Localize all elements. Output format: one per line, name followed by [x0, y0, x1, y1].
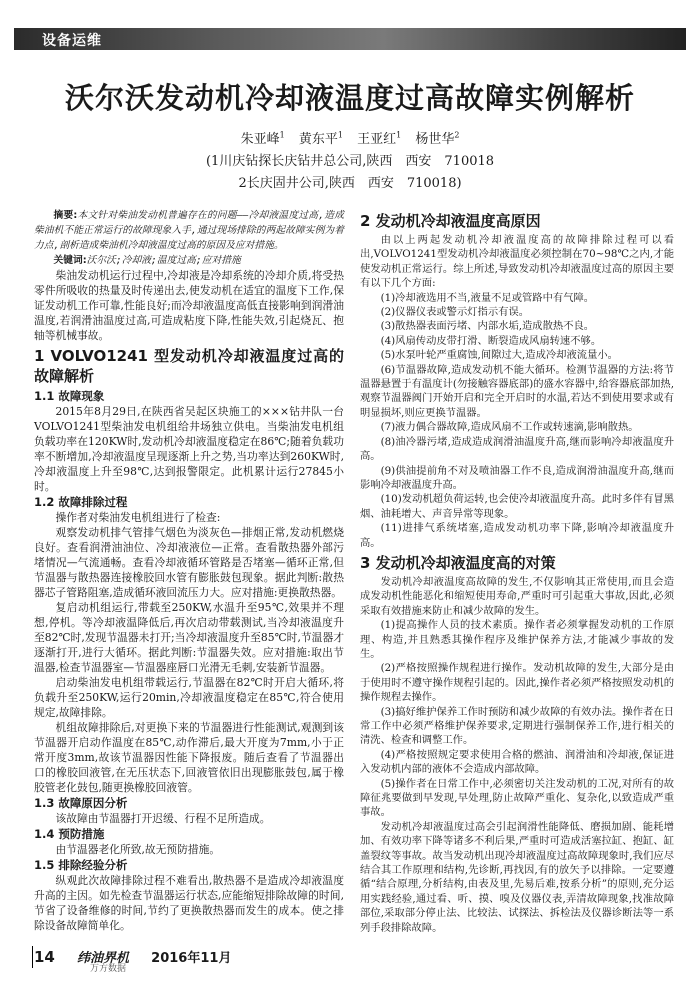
- keywords: 关键词:沃尔沃;冷却液;温度过高;应对措施: [53, 255, 241, 266]
- list-item: (3)搞好维护保养工作时预防和减少故障的有效办法。操作者在日常工作中必须严格维护保养要求,定期进行强制保养工作,进行相关的清洗、检查和调整工作。: [360, 705, 674, 747]
- journal-name: 纬油界机: [77, 951, 130, 966]
- list-item: (3)散热器表面污堵、内部水垢,造成散热不良。: [380, 320, 595, 333]
- paragraph: 发动机冷却液温度过高会引起润滑性能降低、磨损加剧、能耗增加、有效功率下降等诸多不利后果,严重时可造成活塞拉缸、抱缸、缸盖裂纹等事故。故当发动机出现冷却液温度过高故障现象时,我们应尽结合其工作原理和结构,先诊断,再找因,有的放矢予以排除。一定要遵循“结合原理,分析结构,由表及里,先易后难,按系分析”的原则,充分运用实践经验,通过看、听、摸、嗅及仪器仪表,弄清故障现象,找准故障部位,采取部分停止法、比较法、试探法、拆检法及仪器诊断法等一系列手段排除故障。: [360, 820, 674, 934]
- list-item: (7)液力偶合器故障,造成风扇不工作或转速滴,影响散热。: [380, 421, 639, 434]
- right-column: [360, 208, 674, 935]
- paragraph: 启动柴油发电机组带载运行,节温器在82℃时开启大循环,将负载升至250KW,运行20min,冷却液温度稳定在85℃,符合使用规定,故障排除。: [34, 676, 344, 719]
- paragraph: 观察发动机排气管排气烟色为淡灰色—排烟正常,发动机燃烧良好。查看润滑油油位、冷却液液位—正常。查看散热器外部污堵情况—气流通畅。查看冷却液循环管路是否堵塞—循环正常,但节温器与散热器连接橡胶回水管有膨胀鼓包现象。据此判断:散热器芯子管路阻塞,造成循环液回流压力大。应对措施:更换散热器。: [34, 526, 344, 599]
- list-item: (1)提高操作人员的技术素质。操作者必须掌握发动机的工作原理、构造,并且熟悉其操作程序及维护保养方法,才能减少事故的发生。: [360, 619, 674, 660]
- list-item: (4)风扇传动皮带打滑、断裂造成风扇转速不够。: [380, 334, 602, 347]
- article-title: 沃尔沃发动机冷却液温度过高故障实例解析: [64, 81, 635, 115]
- issue-date: 2016年11月: [151, 951, 232, 966]
- paragraph: 复启动机组运行,带载至250KW,水温升至95℃,效果并不理想,停机。等冷却液温降低后,再次启动带载测试,当冷却液温度升至82℃时,发现节温器未打开;当冷却液温度升至85℃时,节温器才逐渐打开,进行大循环。据此判断:节温器失效。应对措施:取出节温器,检查节温器室—节温器座唇口光滑无毛刺,安装新节温器。: [34, 601, 344, 674]
- list-item: (2)仪器仪表或警示灯指示有误。: [380, 306, 530, 319]
- list-item: (1)冷却液选用不当,液量不足或管路中有气障。: [380, 291, 595, 304]
- paragraph: 纵观此次故障排除过程不难看出,散热器不是造成冷却液温度升高的主因。如先检查节温器运行状态,应能缩短排除故障的时间,节省了设备维修的时间,节约了更换散热器而发生的成本。使之排除设备故障简单化。: [34, 874, 344, 932]
- intro-paragraph: 柴油发动机运行过程中,冷却液是冷却系统的冷却介质,将受热零件所吸收的热量及时传递出去,使发动机在适宜的温度下工作,保证发动机工作可靠,性能良好;而冷却液温度高低直接影响到润滑油温度,若润滑油温度过高,可造成粘度下降,性能失效,引起烧瓦、抱轴等机械事故。: [34, 269, 344, 342]
- paragraph: 发动机冷却液温度高故障的发生,不仅影响其正常使用,而且会造成发动机性能恶化和缩短使用寿命,严重时可引起重大事故,因此,必须采取有效措施来防止和减少故障的发生。: [360, 575, 674, 617]
- list-item: (5)操作者在日常工作中,必须密切关注发动机的工况,对所有的故障征兆要做到早发现,早处理,防止故障严重化、复杂化,以致造成严重事故。: [360, 777, 674, 819]
- watermark: 万方数据: [90, 964, 127, 974]
- abstract: 摘要:本文针对柴油发动机普遍存在的问题——冷却液温度过高,造成柴油机不能正常运行的故障现象入手,通过现场排除的两起故障实例为着力点,剖析造成柴油机冷却液温度过高的原因及应对措施。: [34, 210, 344, 251]
- list-item: (4)严格按照规定要求使用合格的燃油、润滑油和冷却液,保证进入发动机内部的液体不会造成内部故障。: [360, 748, 674, 776]
- list-item: (9)供油提前角不对及喷油器工作不良,造成润滑油温度升高,继而影响冷却液温度升高。: [360, 464, 674, 491]
- paragraph: 由节温器老化所致,故无预防措施。: [55, 843, 221, 856]
- list-item: (11)进排气系统堵塞,造成发动机功率下降,影响冷却液温度升高。: [360, 522, 674, 549]
- list-item: (2)严格按照操作规程进行操作。发动机故障的发生,大部分是由于使用时不遵守操作规程引起的。因此,操作者必须严格按照发动机的操作规程去操作。: [360, 662, 674, 704]
- subsection-heading: 1.1 故障现象: [34, 389, 105, 403]
- section-heading: 2 发动机冷却液温度高原因: [360, 212, 541, 230]
- list-item: (10)发动机超负荷运转,也会使冷却液温度升高。此时多伴有冒黑烟、油耗增大、声音异常等现象。: [360, 493, 674, 520]
- section-heading: 1 VOLVO1241 型发动机冷却液温度过高的故障解析: [34, 347, 344, 385]
- list-item: (6)节温器故障,造成发动机不能大循环。检测节温器的方法:将节温器悬置于有温度计(勿接触容器底部)的盛水容器中,给容器底部加热,观察节温器阀门开始开启和完全开启时的水温,若达不到使用要求或有明显损坏,则应更换节温器。: [360, 363, 674, 419]
- author-list: [0, 128, 700, 147]
- subsection-heading: 1.5 排除经验分析: [34, 858, 128, 872]
- list-item: (5)水泵叶轮严重腐蚀,间隙过大,造成冷却液流量小。: [380, 349, 618, 362]
- subsection-heading: 1.2 故障排除过程: [34, 495, 128, 509]
- left-column: [34, 208, 344, 933]
- author: 黄东平$^1$: [298, 130, 343, 147]
- header-bar: [14, 28, 686, 50]
- author: 王亚红$^1$: [357, 130, 402, 147]
- paragraph: 该故障由节温器打开迟缓、行程不足所造成。: [55, 812, 271, 825]
- page-footer: [34, 947, 674, 974]
- page-number: 14: [34, 948, 55, 966]
- paragraph: 操作者对柴油发电机组进行了检查:: [55, 511, 221, 524]
- affiliation: (1川庆钻探长庆钻井总公司,陕西 西安 710018: [205, 154, 495, 169]
- paragraph: 机组故障排除后,对更换下来的节温器进行性能测试,观测到该节温器开启动作温度在85℃,动作滞后,最大开度为7mm,小于正常开度3mm,故该节温器因性能下降报废。随后查看了节温器出口的橡胶回液管,在无压状态下,回液管依旧出现膨胀鼓包,属于橡胶管老化鼓包,随更换橡胶回液管。: [34, 721, 344, 794]
- subsection-heading: 1.4 预防措施: [34, 827, 105, 841]
- subsection-heading: 1.3 故障原因分析: [34, 796, 128, 810]
- affiliation: 2长庆固井公司,陕西 西安 710018): [238, 176, 462, 191]
- author: 朱亚峰$^1$: [240, 130, 285, 147]
- author: 杨世华$^2$: [415, 130, 460, 147]
- list-item: (8)油冷器污堵,造成造成润滑油温度升高,继而影响冷却液温度升高。: [360, 435, 674, 463]
- footer-divider: [32, 946, 33, 968]
- section-label: 设备运维: [42, 33, 102, 49]
- section-heading: 3 发动机冷却液温度高的对策: [360, 553, 556, 572]
- paragraph: 2015年8月29日,在陕西省吴起区块施工的×××钻井队一台VOLVO1241型柴油发电机组给井场独立供电。当柴油发电机组负载功率在120KW时,发动机冷却液温度稳定在86℃;随着负载功率不断增加,冷却液温度呈现逐渐上升之势,当功率达到260KW时,冷却液温度上升至98℃,达到报警限定。此机累计运行27845小时。: [34, 405, 344, 493]
- paragraph: 由以上两起发动机冷却液温度高的故障排除过程可以看出,VOLVO1241型发动机冷却液温度必须控制在70~98℃之内,才能使发动机正常运行。综上所述,导致发动机冷却液温度过高的原因主要有以下几个方面:: [360, 234, 674, 290]
